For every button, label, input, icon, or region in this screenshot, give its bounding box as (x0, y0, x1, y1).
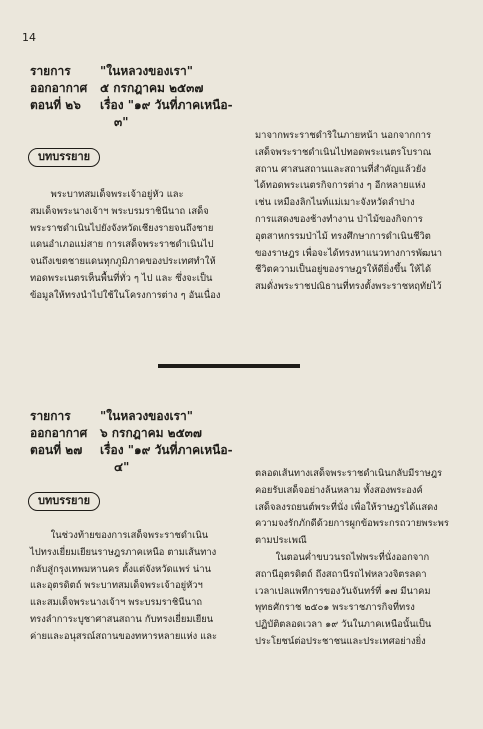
text-line: ของราษฎร เพื่อจะได้ทรงหาแนวทางการพัฒนา (255, 247, 443, 259)
text-line: กลับสู่กรุงเทพมหานคร ตั้งแต่จังหวัดแพร่ น่าน (30, 563, 211, 575)
narration-left-column (30, 528, 230, 646)
episode-title-continued: ๓" (114, 115, 129, 129)
text-line: เสด็จพระราชดำเนินไปทอดพระเนตรโบราณ (255, 146, 432, 158)
text-line: เวลาเปลแพทีการของวันจันทร์ที่ ๑๗ มีนาคม (255, 585, 431, 597)
text-line: จนถึงเขตชายแดนทุกภูมิภาคของประเทศทำให้ (30, 256, 216, 268)
episode-label: ตอนที่ ๒๖ (30, 98, 81, 112)
text-line: การแสดงของช้างทำงาน ป่าไม้ของกิจการ (255, 213, 423, 225)
text-line: และสมเด็จพระนางเจ้าฯ พระบรมราชินีนาถ (30, 597, 203, 609)
program-label: รายการ (30, 64, 71, 78)
text-line: พระบาทสมเด็จพระเจ้าอยู่หัว และ (50, 189, 184, 200)
text-line: ในตอนค่ำขบวนรถไฟพระที่นั่งออกจาก (275, 551, 430, 563)
text-line: พระราชดำเนินไปยังจังหวัดเชียงรายจนถึงชาย (30, 222, 214, 234)
text-line: แดนอำเภอแม่สาย การเสด็จพระราชดำเนินไป (30, 239, 214, 251)
section-divider (158, 364, 300, 368)
text-line: ข้อมูลให้ทรงนำไปใช้ในโครงการต่าง ๆ อันเนื่อง (30, 289, 221, 301)
text-line: เสด็จลงรถยนต์พระที่นั่ง เพื่อให้ราษฎรได้แสดง (255, 501, 438, 513)
text-line: ตลอดเส้นทางเสด็จพระราชดำเนินกลับมีราษฎร (255, 468, 443, 479)
text-line: สถาน ศาสนสถานและสถานที่สำคัญแล้วยัง (255, 163, 426, 175)
episode-label: ตอนที่ ๒๗ (30, 443, 83, 457)
broadcast-label: ออกอากาศ (30, 426, 88, 440)
narration-badge: บทบรรยาย (28, 148, 100, 167)
broadcast-date: ๖ กรกฎาคม ๒๕๓๗ (100, 426, 202, 440)
broadcast-label: ออกอากาศ (30, 81, 88, 95)
program-info-episode-27 (30, 408, 274, 476)
broadcast-date: ๕ กรกฎาคม ๒๕๓๗ (100, 81, 204, 95)
page-number: 14 (22, 31, 36, 44)
program-info-episode-26 (30, 63, 274, 131)
program-label: รายการ (30, 409, 71, 423)
text-line: มาจากพระราชดำริในภายหน้า นอกจากการ (255, 130, 432, 141)
narration-left-column (30, 187, 230, 305)
text-line: คอยรับเสด็จอย่างล้นหลาม ทั้งสองพระองค์ (255, 484, 423, 496)
text-line: อุตสาหกรรมป่าไม้ ทรงศึกษาการดำเนินชีวิต (255, 230, 431, 242)
text-line: สมเด็จพระนางเจ้าฯ พระบรมราชินีนาถ เสด็จ (30, 205, 209, 217)
text-line: ความจงรักภักดีด้วยการผูกข้อพระกรถวายพระพร (255, 518, 449, 530)
text-line: ชีวิตความเป็นอยู่ของราษฎรให้ดียิ่งขึ้น ให้ได้ (255, 264, 432, 276)
text-line: พุทธศักราช ๒๕๐๑ พระราชภารกิจที่ทรง (255, 602, 415, 614)
episode-title: เรื่อง "๑๙ วันที่ภาคเหนือ- (100, 443, 233, 457)
text-line: ประโยชน์ต่อประชาชนและประเทศอย่างยิ่ง (255, 635, 426, 647)
text-line: เช่น เหมืองลิกไนท์แม่เมาะจังหวัดลำปาง (255, 197, 415, 209)
text-line: ค่ายและอนุสรณ์สถานของทหารหลายแห่ง และ (30, 630, 217, 642)
text-line: และอุตรดิตถ์ พระบาทสมเด็จพระเจ้าอยู่หัวฯ (30, 580, 203, 592)
text-line: ไปทรงเยี่ยมเยียนราษฎรภาคเหนือ ตามเส้นทาง (30, 546, 217, 558)
text-line: ทรงลำการะบูชาศาสนสถาน กับทรงเยี่ยมเยียน (30, 613, 214, 625)
episode-title: เรื่อง "๑๙ วันที่ภาคเหนือ- (100, 98, 233, 112)
text-line: ในช่วงท้ายของการเสด็จพระราชดำเนิน (50, 530, 209, 541)
episode-title-continued: ๔" (114, 460, 130, 474)
text-line: ทอดพระเนตรเห็นพื้นที่ทั่ว ๆ ไป และ ซึ่งจะเป็น (30, 272, 213, 284)
text-line: ได้ทอดพระเนตรกิจการต่าง ๆ อีกหลายแห่ง (255, 180, 426, 192)
text-line: ตามประเพณี (255, 535, 307, 547)
text-line: สมดั่งพระราชปณิธานที่ทรงตั้งพระราชหฤทัยไว้ (255, 281, 442, 293)
narration-badge: บทบรรยาย (28, 492, 100, 511)
program-value: "ในหลวงของเรา" (100, 409, 193, 423)
narration-right-column (255, 466, 455, 651)
program-value: "ในหลวงของเรา" (100, 64, 193, 78)
narration-right-column (255, 128, 455, 296)
text-line: สถานีอุตรดิตถ์ ถึงสถานีรถไฟหลวงจิตรลดา (255, 568, 427, 580)
text-line: ปฏิบัติตลอดเวลา ๑๙ วันในภาคเหนือนั้นเป็น (255, 619, 432, 631)
